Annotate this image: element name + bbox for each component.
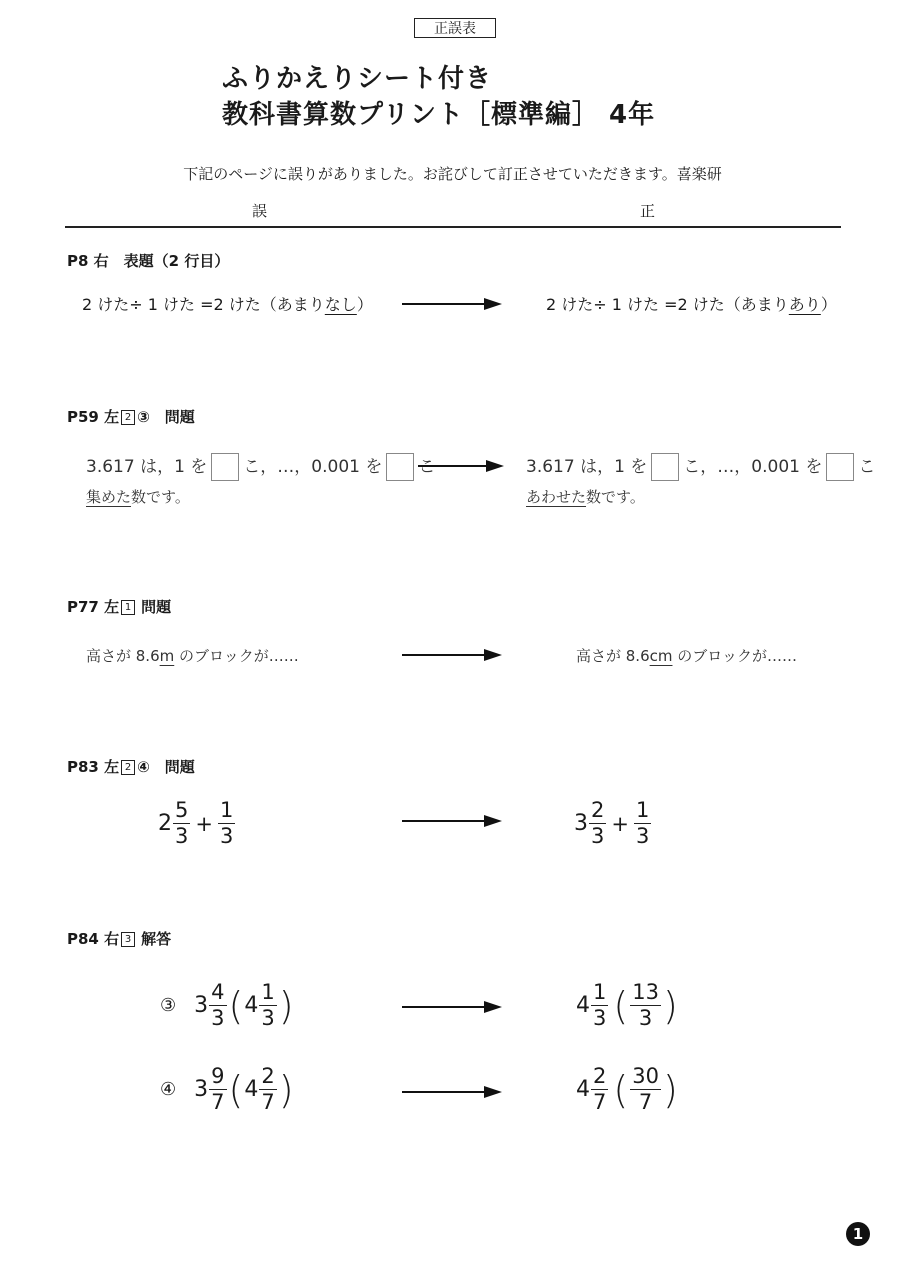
section-heading-p59: P59 左 2 ③ 問題 bbox=[67, 408, 195, 426]
fraction: $\frac{4}{3}$ bbox=[211, 980, 225, 1030]
p83-wrong-expression: 2 $\frac{5}{3}$ + $\frac{1}{3}$ bbox=[158, 798, 234, 848]
title-line-1: ふりかえりシート付き bbox=[222, 64, 493, 94]
p77-wrong-text: 高さが 8.6m のブロックが…… bbox=[86, 647, 299, 665]
p77-correct-text: 高さが 8.6cm のブロックが…… bbox=[576, 647, 797, 665]
p84-row3-wrong: ③ 3 $\frac{4}{3}$ ( 4 $\frac{1}{3}$ ) bbox=[160, 980, 294, 1030]
p59-wrong-underlined: 集めた bbox=[86, 488, 132, 506]
p59-correct-line2: あわせた数です。 bbox=[526, 488, 645, 506]
arrow-icon bbox=[402, 1000, 502, 1014]
arrow-icon bbox=[402, 648, 502, 662]
arrow-icon bbox=[402, 297, 502, 311]
fraction: $\frac{30}{7}$ bbox=[632, 1064, 659, 1114]
item-mark: ③ bbox=[160, 995, 177, 1016]
p59-correct-text: 3.617 は，1 を こ，…，0.001 を こ bbox=[526, 452, 875, 481]
fraction: $\frac{1}{3}$ bbox=[635, 798, 650, 848]
arrow-icon bbox=[402, 1085, 502, 1099]
fraction: $\frac{2}{7}$ bbox=[261, 1064, 275, 1114]
fraction: $\frac{1}{3}$ bbox=[261, 980, 275, 1030]
p59-correct-underlined: あわせた bbox=[526, 488, 587, 506]
fraction: $\frac{2}{7}$ bbox=[593, 1064, 607, 1114]
problem-number-box: 2 bbox=[121, 410, 135, 425]
answer-blank bbox=[826, 453, 854, 481]
fraction: $\frac{1}{3}$ bbox=[219, 798, 234, 848]
page-number: 1 bbox=[846, 1222, 870, 1246]
p59-wrong-text: 3.617 は，1 を こ，…，0.001 を こ bbox=[86, 452, 435, 481]
p83-correct-expression: 3 $\frac{2}{3}$ + $\frac{1}{3}$ bbox=[574, 798, 650, 848]
problem-number-box: 1 bbox=[121, 600, 135, 615]
arrow-icon bbox=[418, 459, 504, 473]
p8-correct-text: 2 けた÷ 1 けた =2 けた（あまりあり） bbox=[546, 295, 837, 314]
p77-wrong-underlined: m bbox=[159, 647, 175, 665]
problem-number-box: 3 bbox=[121, 932, 135, 947]
header-divider bbox=[65, 226, 841, 228]
section-heading-p84: P84 右 3 解答 bbox=[67, 930, 172, 948]
answer-blank bbox=[211, 453, 239, 481]
answer-blank bbox=[386, 453, 414, 481]
section-heading-p8: P8 右 表題（2 行目） bbox=[67, 252, 230, 270]
notice-text: 下記のページに誤りがありました。お詫びして訂正させていただきます。喜楽研 bbox=[183, 165, 722, 183]
fraction: $\frac{2}{3}$ bbox=[591, 798, 605, 848]
p84-row4-wrong: ④ 3 $\frac{9}{7}$ ( 4 $\frac{2}{7}$ ) bbox=[160, 1064, 294, 1114]
p8-wrong-underlined: なし bbox=[324, 295, 357, 314]
answer-blank bbox=[651, 453, 679, 481]
p84-row4-correct: 4 $\frac{2}{7}$ ( $\frac{30}{7}$ ) bbox=[576, 1064, 678, 1114]
problem-number-box: 2 bbox=[121, 760, 135, 775]
fraction: $\frac{5}{3}$ bbox=[175, 798, 189, 848]
column-header-correct: 正 bbox=[640, 202, 656, 220]
fraction: $\frac{1}{3}$ bbox=[593, 980, 607, 1030]
section-heading-p83: P83 左 2 ④ 問題 bbox=[67, 758, 195, 776]
header-label: 正誤表 bbox=[414, 18, 496, 38]
p84-row3-correct: 4 $\frac{1}{3}$ ( $\frac{13}{3}$ ) bbox=[576, 980, 678, 1030]
p59-wrong-line2: 集めた数です。 bbox=[86, 488, 190, 506]
item-mark: ④ bbox=[160, 1079, 177, 1100]
title-line-2: 教科書算数プリント［標準編］ 4年 bbox=[222, 100, 656, 130]
p8-wrong-text: 2 けた÷ 1 けた =2 けた（あまりなし） bbox=[82, 295, 373, 314]
arrow-icon bbox=[402, 814, 502, 828]
p8-correct-underlined: あり bbox=[788, 295, 821, 314]
section-heading-p77: P77 左 1 問題 bbox=[67, 598, 172, 616]
fraction: $\frac{13}{3}$ bbox=[632, 980, 659, 1030]
fraction: $\frac{9}{7}$ bbox=[211, 1064, 225, 1114]
column-header-wrong: 誤 bbox=[252, 202, 268, 220]
p77-correct-underlined: cm bbox=[649, 647, 673, 665]
